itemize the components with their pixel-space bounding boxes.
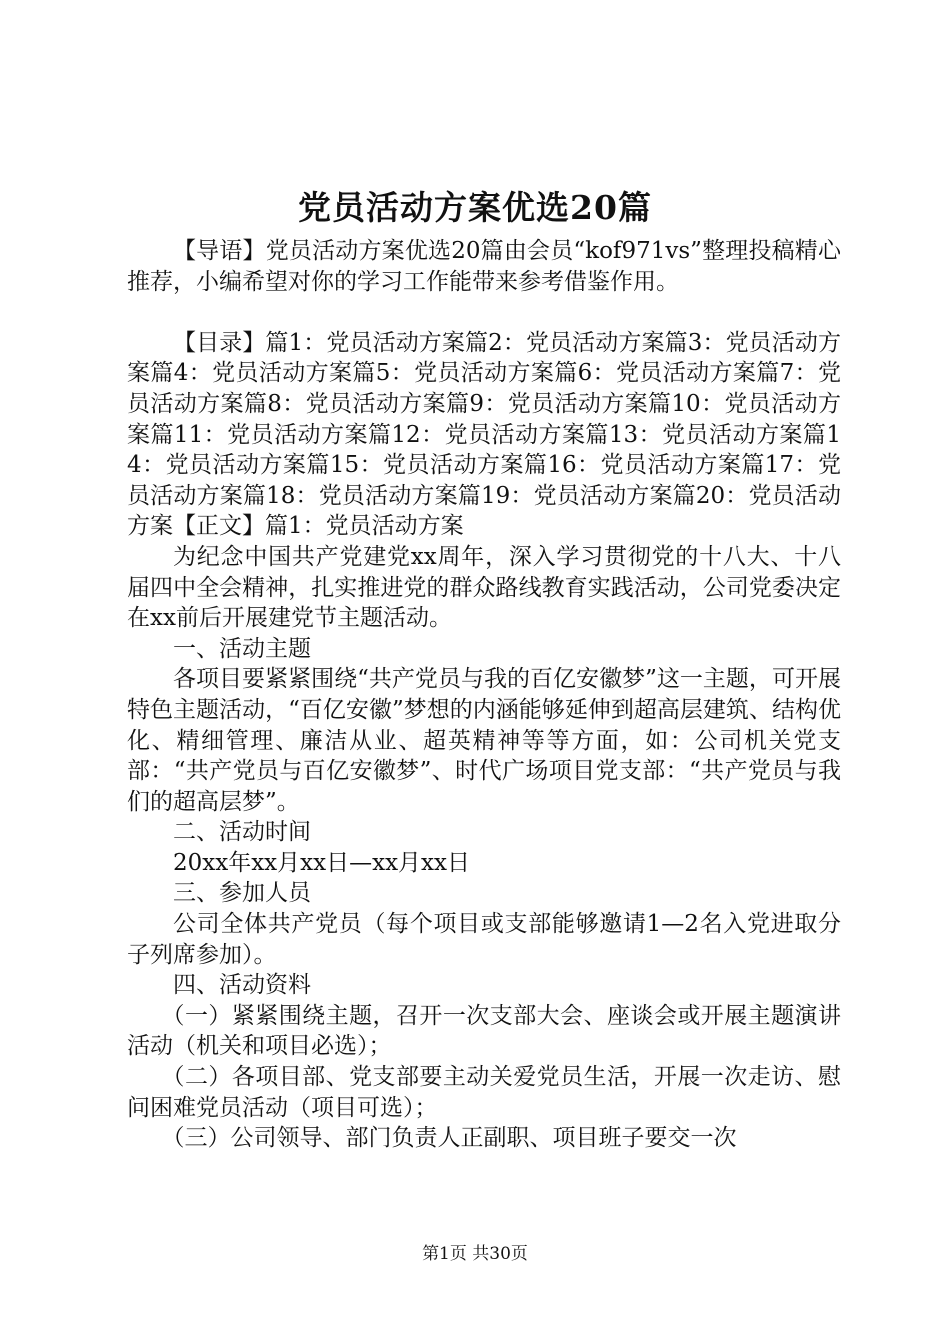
body-paragraph: 各项目要紧紧围绕“共产党员与我的百亿安徽梦”这一主题，可开展特色主题活动，“百亿安徽”梦想的内涵能够延伸到超高层建筑、结构优化、精细管理、廉洁从业、超英精神等等方面，如：公司机关党支部：“共产党员与百亿安徽梦”、时代广场项目党支部：“共产党员与我们的超高层梦”。 (127, 666, 841, 815)
document-body (127, 236, 841, 1154)
intro-paragraph: 【导语】党员活动方案优选20篇由会员“kof971vs”整理投稿精心推荐，小编希望对你的学习工作能带来参考借鉴作用。 (127, 238, 841, 295)
section-heading: 一、活动主题 (173, 635, 311, 662)
section-heading: 四、活动资料 (173, 972, 311, 999)
document-title: 党员活动方案优选20篇 (298, 188, 652, 227)
list-item: （一）紧紧围绕主题，召开一次支部大会、座谈会或开展主题演讲活动（机关和项目必选）； (127, 1002, 841, 1060)
page-number-footer: 第1页 共30页 (422, 1244, 528, 1264)
list-item: （二）各项目部、党支部要主动关爱党员生活，开展一次走访、慰问困难党员活动（项目可选）； (127, 1064, 841, 1121)
list-item: （三）公司领导、部门负责人正副职、项目班子要交一次 (161, 1125, 737, 1152)
body-paragraph: 20xx年xx月xx日—xx月xx日 (173, 849, 470, 876)
toc-paragraph: 【目录】篇1：党员活动方案篇2：党员活动方案篇3：党员活动方案篇4：党员活动方案篇5：党员活动方案篇6：党员活动方案篇7：党员活动方案篇8：党员活动方案篇9：党员活动方案篇10：党员活动方案篇11：党员活动方案篇12：党员活动方案篇13：党员活动方案篇14：党员活动方案篇15：党员活动方案篇16：党员活动方案篇17：党员活动方案篇18：党员活动方案篇19：党员活动方案篇20：党员活动方案【正文】篇1：党员活动方案 (127, 329, 841, 540)
body-paragraph: 为纪念中国共产党建党xx周年，深入学习贯彻党的十八大、十八届四中全会精神，扎实推进党的群众路线教育实践活动，公司党委决定在xx前后开展建党节主题活动。 (127, 543, 841, 632)
section-heading: 三、参加人员 (173, 880, 311, 907)
body-paragraph: 公司全体共产党员（每个项目或支部能够邀请1—2名入党进取分子列席参加）。 (127, 911, 841, 968)
section-heading: 二、活动时间 (173, 819, 311, 846)
